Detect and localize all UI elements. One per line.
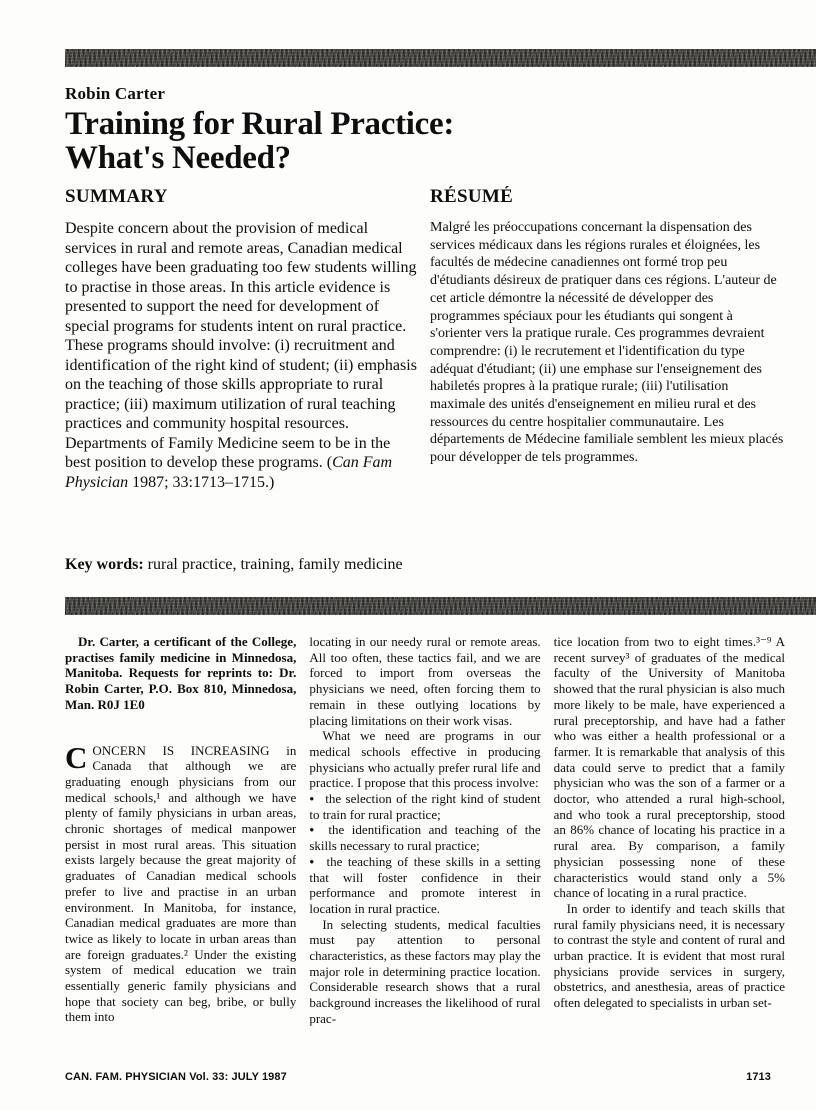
decorative-band-top (65, 49, 816, 67)
summary-heading: SUMMARY (65, 186, 168, 207)
bullet-text: the teaching of these skills in a setting that will foster confidence in their performance and promote interest in location in rural practice. (309, 853, 541, 916)
column-2 (309, 634, 540, 1062)
article-body (65, 634, 785, 1062)
bullet-item (309, 791, 540, 822)
drop-cap: C (65, 739, 88, 775)
journal-citation: Can Fam Physician (65, 454, 393, 491)
journal-footer-line: CAN. FAM. PHYSICIAN Vol. 33: JULY 1987 (65, 1071, 287, 1083)
article-title (65, 107, 785, 175)
column-3 (554, 634, 785, 1062)
summary-text: Despite concern about the provision of medical services in rural and remote areas, Canadian medical colleges have been graduating too few students willing to practise in those areas. In this article evidence is presented to support the need for development of special programs for students intent on rural practice. These programs should involve: (i) recruitment and identification of the right kind of student; (ii) emphasis on the teaching of those skills appropriate to rural practice; (iii) maximum utilization of rural teaching practices and community hospital resources. Departments of Family Medicine seem to be in the best position to develop these programs. ( (65, 220, 417, 471)
resume-body: Malgré les préoccupations concernant la dispensation des services médicaux dans les régions rurales et éloignées, les facultés de médecine canadiennes ont formé trop peu d'étudiants désireux de pratiquer dans ces régions. L'auteur de cet article démontre la nécessité de développer des programmes spéciaux pour les étudiants qui songent à s'orienter vers la pratique rurale. Ces programmes devraient comprendre: (i) le recrutement et l'identification du type adéquat d'étudiant; (ii) une emphase sur l'enseignement des habiletés propres à la pratique rurale; (iii) l'utilisation maximale des unités d'enseignement en milieu rural et des ressources du centre hospitalier communautaire. Les départements de Médecine familiale semblent les mieux placés pour développer de tels programmes. (430, 220, 784, 466)
title-line-2: What's Needed? (65, 140, 291, 176)
paragraph: tice location from two to eight times.³⁻⁹ A recent survey³ of graduates of the medical faculty of the University of Manitoba showed that the rural physician is also much more likely to be male, have experienced a rural preceptorship, and have had a father who was either a health professional or a farmer. It is remarkable that analysis of this data could serve to predict that a family physician who was the son of a farmer or a doctor, who attended a rural high-school, and who took a rural preceptorship, stood an 86% chance of locating his practice in a rural area. By comparison, a family physician possessing none of these characteristics would stand only a 5% chance of locating in a rural practice. (553, 634, 785, 901)
paragraph: In order to identify and teach skills that rural family physicians need, it is necessary to contrast the style and content of rural and urban practice. It is evident that most rural physicians provide services in surgery, obstetrics, and anesthesia, areas of practice often delegated to specialists in urban set- (553, 900, 785, 1011)
bullet-text: the selection of the right kind of student to train for rural practice; (309, 791, 541, 822)
author-name: Robin Carter (65, 84, 166, 103)
paragraph: locating in our needy rural or remote areas. All too often, these tactics fail, and we are forced to import from overseas the physicians we need, often forcing them to remain in these outlying locations by placing limitations on their work visas. (309, 634, 541, 728)
keywords-line (65, 556, 785, 574)
title-line-1: Training for Rural Practice: (65, 106, 455, 142)
keywords-text: rural practice, training, family medicine (143, 556, 403, 573)
resume-column (430, 186, 785, 550)
decorative-band-bottom (65, 597, 816, 615)
keywords-label: Key words: (65, 556, 144, 573)
column-1 (65, 634, 296, 1062)
bullet-icon: ● (309, 825, 319, 835)
affiliation-note: Dr. Carter, a certificant of the College, practises family medicine in Minnedosa, Manitoba. Requests for reprints to: Dr. Robin Carter, P.O. Box 810, Minnedosa, Man. R0J 1E0 (65, 634, 297, 712)
paragraph-text: ONCERN IS INCREASING in Canada that although we are graduating enough physicians from our medical schools,¹ and although we have plenty of family physicians in urban areas, chronic shortages of medical manpower persist in most rural areas. This situation exists largely because the great majority of graduates of Canadian medical schools prefer to live and practise in an urban environment. In Manitoba, for instance, Canadian medical graduates are more than twice as likely to locate in urban areas than are foreign graduates.² Under the existing system of medical education we train essentially generic family physicians and hope that society can beg, bribe, or bully them into (65, 742, 297, 1025)
bullet-icon: ● (309, 856, 317, 866)
resume-heading: RÉSUMÉ (430, 186, 514, 207)
bullet-item (309, 854, 540, 917)
citation-tail: 1987; 33:1713–1715.) (128, 473, 275, 491)
paragraph: What we need are programs in our medical schools effective in producing physicians who actually prefer rural life and practice. I propose that this process involve: (309, 728, 541, 791)
summary-column (65, 186, 420, 550)
opening-paragraph (65, 739, 297, 1026)
page-number: 1713 (746, 1071, 771, 1083)
summary-body (65, 219, 420, 492)
bullet-icon: ● (309, 794, 316, 804)
page-footer (65, 1071, 771, 1083)
masthead (65, 84, 785, 175)
bullet-item (309, 822, 540, 853)
bullet-text: the identification and teaching of the skills necessary to rural practice; (309, 822, 541, 854)
paragraph: In selecting students, medical faculties must pay attention to personal characteristics, as these factors may play the major role in determining practice location. Considerable research shows that a rural background increases the likelihood of rural prac- (309, 916, 541, 1026)
abstract-section (65, 186, 785, 550)
